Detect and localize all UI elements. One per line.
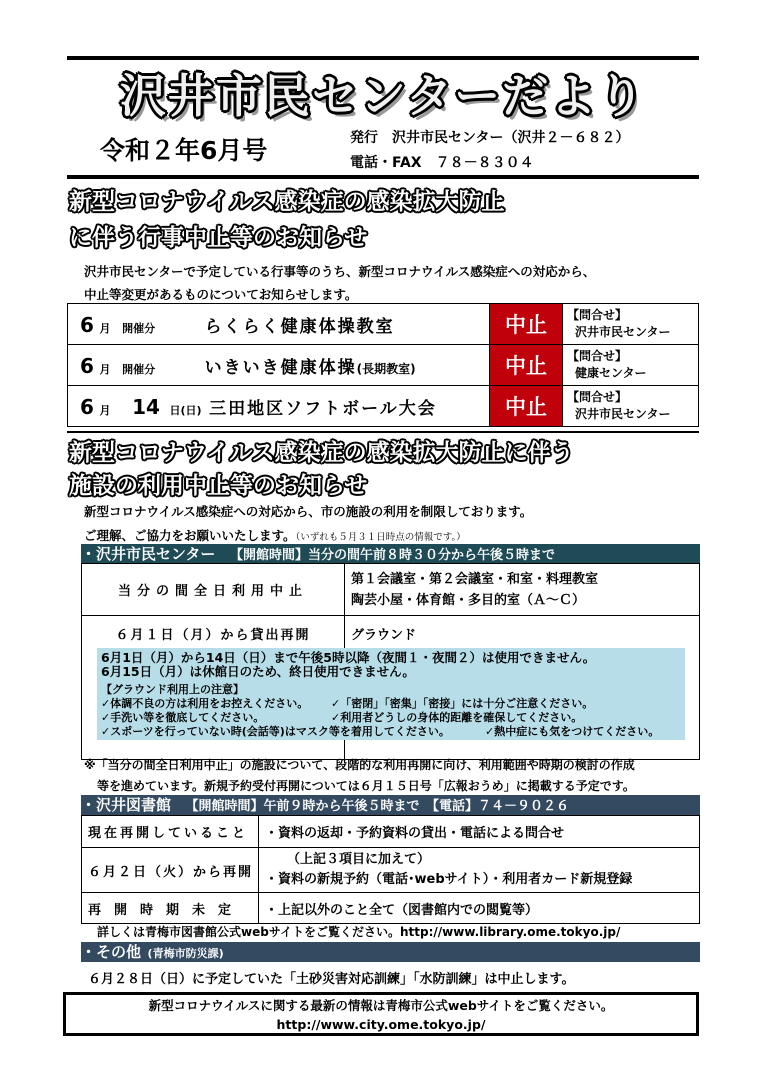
footer-box bbox=[63, 992, 699, 1036]
library-bar-hours: 【開館時間】午前９時から午後５時まで 【電話】７４－９０２６ bbox=[185, 799, 570, 814]
contact-name: 健康センター bbox=[575, 366, 647, 380]
row-label: 現在再開していること bbox=[82, 816, 259, 848]
table-row bbox=[82, 893, 700, 924]
event-name: 三田地区ソフトボール大会 bbox=[209, 398, 437, 419]
table-row bbox=[82, 564, 700, 616]
row-value: （上記３項目に加えて） bbox=[287, 852, 431, 867]
event-weekday: 日(日) bbox=[169, 403, 202, 417]
table-row bbox=[82, 848, 700, 893]
notice-line: 6月15日（月）は休館日のため、終日使用できません。 bbox=[101, 664, 415, 679]
issue-label: 令和２年6月号 bbox=[100, 136, 268, 165]
ground-notice-box bbox=[97, 648, 685, 740]
other-text: ６月２８日（日）に予定していた「土砂災害対応訓練」「水防訓練」は中止します。 bbox=[88, 972, 575, 987]
row-value-2: ・資料の新規予約（電話･webサイト）・利用者カード新規登録 bbox=[265, 872, 633, 887]
cancelled-badge: 中止 bbox=[490, 386, 563, 427]
section1-heading-line1: 新型コロナウイルス感染症の感染拡大防止 bbox=[69, 189, 505, 215]
contact-label: 【問合せ】 bbox=[567, 390, 628, 404]
event-kind: 開催分 bbox=[122, 321, 156, 335]
newsletter-title: 沢井市民センターだより bbox=[119, 69, 647, 123]
notice-line: 6月1日（月）から14日（日）まで午後5時以降（夜間１・夜間２）は使用できません。 bbox=[101, 650, 596, 665]
closed-facilities-line2: 陶芸小屋・体育館・多目的室（Ａ～Ｃ） bbox=[351, 592, 586, 608]
cancelled-badge: 中止 bbox=[490, 345, 563, 386]
event-row bbox=[68, 345, 699, 386]
event-row bbox=[68, 386, 699, 427]
event-month-unit: 月 bbox=[99, 362, 111, 376]
rule-item: ✓体調不良の方は利用をお控えください。 bbox=[101, 697, 309, 710]
section1-heading-line2: に伴う行事中止等のお知らせ bbox=[69, 225, 368, 251]
cancelled-events-table bbox=[67, 303, 699, 427]
other-section-bar bbox=[81, 942, 700, 962]
event-day: 14 bbox=[132, 394, 160, 419]
closed-facilities-line1: 第１会議室・第２会議室・和室・料理教室 bbox=[351, 571, 599, 587]
row-label: 当分の間全日利用中止 bbox=[82, 564, 345, 616]
rule-item: ✓手洗い等を徹底してください。 bbox=[101, 711, 265, 724]
rule-item: ✓熱中症にも気をつけてください。 bbox=[485, 725, 660, 738]
event-kind: 開催分 bbox=[122, 362, 156, 376]
library-section-bar bbox=[81, 795, 700, 815]
contact-label: 【問合せ】 bbox=[567, 308, 628, 322]
center-bar-hours: 【開館時間】当分の間午前８時３０分から午後５時まで bbox=[229, 548, 555, 563]
section2-heading-line1: 新型コロナウイルス感染症の感染拡大防止に伴う bbox=[69, 440, 574, 466]
rule-item: ✓スポーツを行っていない時(会話等)はマスク等を着用してください。 bbox=[101, 725, 450, 738]
cancelled-badge: 中止 bbox=[490, 304, 563, 345]
row-label: 再開時期未定 bbox=[82, 893, 259, 924]
rules-title: 【グラウンド利用上の注意】 bbox=[101, 683, 244, 696]
library-bar-title: ・沢井図書館 bbox=[81, 796, 172, 814]
section-divider bbox=[67, 431, 699, 433]
event-name-suffix: (長期教室) bbox=[356, 361, 416, 376]
section2-intro-line2 bbox=[84, 526, 466, 544]
center-section-bar bbox=[81, 544, 700, 564]
center-footnote-line1: ※「当分の間全日利用中止」の施設について、段階的な利用再開に向け、利用範囲や時期の検討の作成 bbox=[84, 758, 635, 772]
section2-intro-line1: 新型コロナウイルス感染症への対応から、市の施設の利用を制限しております。 bbox=[84, 504, 533, 519]
row-value: ・資料の返却・予約資料の貸出・電話による問合せ bbox=[259, 816, 700, 848]
library-table bbox=[81, 815, 700, 924]
event-month: 6 bbox=[80, 312, 94, 337]
event-row bbox=[68, 304, 699, 345]
row-label: ６月２日（火）から再開 bbox=[82, 848, 259, 893]
footer-line1: 新型コロナウイルスに関する最新の情報は青梅市公式webサイトをご覧ください。 bbox=[148, 998, 614, 1013]
table-row bbox=[82, 816, 700, 848]
top-rule bbox=[67, 56, 699, 60]
center-bar-title: ・沢井市民センター bbox=[81, 545, 216, 563]
row-label: ６月１日（月）から貸出再開 bbox=[82, 616, 345, 760]
library-note: 詳しくは青梅市図書館公式webサイトをご覧ください。http://www.library.ome.tokyo.jp/ bbox=[97, 925, 621, 939]
intro-text: ご理解、ご協力をお願いいたします。 bbox=[84, 528, 296, 543]
rule-item: ✓利用者どうしの身体的距離を確保してください。 bbox=[331, 711, 583, 724]
contact-label: 【問合せ】 bbox=[567, 349, 628, 363]
phone-line: 電話・FAX ７８－８３０４ bbox=[350, 155, 534, 171]
event-month-unit: 月 bbox=[99, 321, 111, 335]
publisher-line: 発行 沢井市民センター（沢井２－６８２） bbox=[350, 130, 630, 146]
other-bar-title: ・その他 bbox=[81, 943, 142, 961]
footer-url: http://www.city.ome.tokyo.jp/ bbox=[276, 1017, 486, 1032]
intro-note: （いずれも５月３１日時点の情報です。） bbox=[295, 532, 466, 543]
event-month-unit: 月 bbox=[99, 403, 111, 417]
masthead-rule bbox=[67, 175, 699, 179]
event-month: 6 bbox=[80, 394, 94, 419]
event-month: 6 bbox=[80, 353, 94, 378]
contact-name: 沢井市民センター bbox=[575, 407, 671, 421]
event-name: らくらく健康体操教室 bbox=[204, 316, 395, 337]
other-bar-sub: (青梅市防災課) bbox=[147, 947, 224, 960]
row-value: ・上記以外のこと全て（図書館内での閲覧等） bbox=[259, 893, 700, 924]
center-footnote-line2: 等を進めています。新規予約受付再開については６月１５日号「広報おうめ」に掲載する予定です。 bbox=[97, 779, 635, 793]
contact-name: 沢井市民センター bbox=[575, 325, 671, 339]
reopened-facility: グラウンド bbox=[345, 616, 700, 760]
event-name: いきいき健康体操 bbox=[204, 357, 357, 378]
section1-intro-line2: 中止等変更があるものについてお知らせします。 bbox=[84, 287, 358, 302]
rule-item: ✓「密閉」「密集」「密接」には十分ご注意ください。 bbox=[331, 697, 594, 710]
section2-heading-line2: 施設の利用中止等のお知らせ bbox=[69, 473, 368, 499]
section1-intro-line1: 沢井市民センターで予定している行事等のうち、新型コロナウイルス感染症への対応から、 bbox=[84, 264, 596, 279]
